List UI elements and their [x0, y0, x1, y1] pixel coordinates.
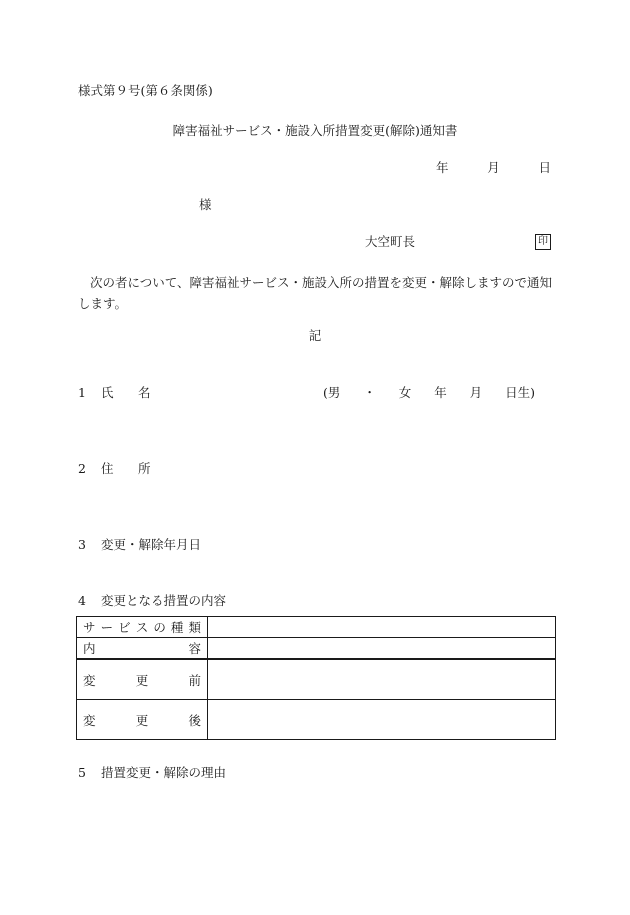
service-type-char: サ: [83, 620, 96, 635]
after-char: 更: [135, 712, 149, 728]
notice-body-text: 次の者について、障害福祉サービス・施設入所の措置を変更・解除しますので通知します。: [78, 275, 553, 311]
birth-month-label: 月: [469, 385, 483, 400]
document-title: 障害福祉サービス・施設入所措置変更(解除)通知書: [172, 123, 458, 138]
form-number: 様式第９号(第６条関係): [78, 83, 213, 98]
after-change-field[interactable]: [208, 700, 556, 740]
service-type-label: [77, 617, 208, 638]
sex-male-label: (男: [323, 385, 341, 400]
item-number: 3: [78, 537, 86, 552]
service-type-char: ー: [100, 620, 114, 635]
item-number: 1: [78, 385, 86, 400]
item-change-content-label: [78, 595, 226, 608]
issuer-name: 大空町長: [365, 234, 416, 249]
before-change-field[interactable]: [208, 659, 556, 700]
table-row: [77, 638, 556, 660]
before-change-label: [77, 659, 208, 700]
date-year-label: 年: [436, 160, 449, 175]
service-type-char: 種: [170, 620, 184, 635]
ki-heading: 記: [308, 328, 322, 343]
content-field[interactable]: [208, 638, 556, 660]
item-address-char-2: 所: [138, 461, 151, 476]
item-name-char-1: 氏: [101, 385, 114, 400]
item-number: 4: [78, 593, 86, 608]
date-row: [436, 162, 551, 175]
after-char: 後: [188, 712, 201, 728]
date-day-label: 日: [538, 160, 551, 175]
item-number: 5: [78, 765, 86, 780]
before-char: 前: [188, 672, 201, 688]
item-change-date-text: 変更・解除年月日: [101, 537, 202, 552]
item-reason-label: [78, 767, 226, 780]
service-type-char: 類: [188, 620, 201, 635]
service-type-char: の: [153, 620, 166, 635]
service-type-char: ビ: [118, 620, 131, 635]
sex-separator: ・: [363, 385, 376, 400]
item-reason-text: 措置変更・解除の理由: [101, 765, 227, 780]
change-content-table: [76, 616, 556, 740]
item-address-char-1: 住: [101, 461, 114, 476]
after-change-label: [77, 700, 208, 740]
birth-year-label: 年: [434, 385, 447, 400]
item-number: 2: [78, 461, 86, 476]
birth-day-label: 日生): [505, 385, 535, 400]
table-row: [77, 617, 556, 638]
table-row: [77, 659, 556, 700]
birth-info: [323, 387, 535, 400]
before-char: 更: [135, 672, 149, 688]
item-name-label: [78, 387, 151, 400]
sex-female-label: 女: [398, 385, 412, 400]
item-address-label: [78, 463, 151, 476]
seal-mark: 印: [535, 234, 551, 250]
item-name-char-2: 名: [138, 385, 151, 400]
content-char: 内: [83, 641, 96, 656]
content-label: [77, 638, 208, 660]
date-month-label: 月: [487, 160, 500, 175]
item-change-content-text: 変更となる措置の内容: [101, 593, 227, 608]
service-type-char: ス: [135, 620, 149, 635]
after-char: 変: [83, 712, 96, 728]
table-row: [77, 700, 556, 740]
item-change-date-label: [78, 539, 201, 552]
service-type-field[interactable]: [208, 617, 556, 638]
content-char: 容: [188, 641, 201, 656]
recipient-honorific: 様: [199, 197, 212, 212]
before-char: 変: [83, 672, 96, 688]
